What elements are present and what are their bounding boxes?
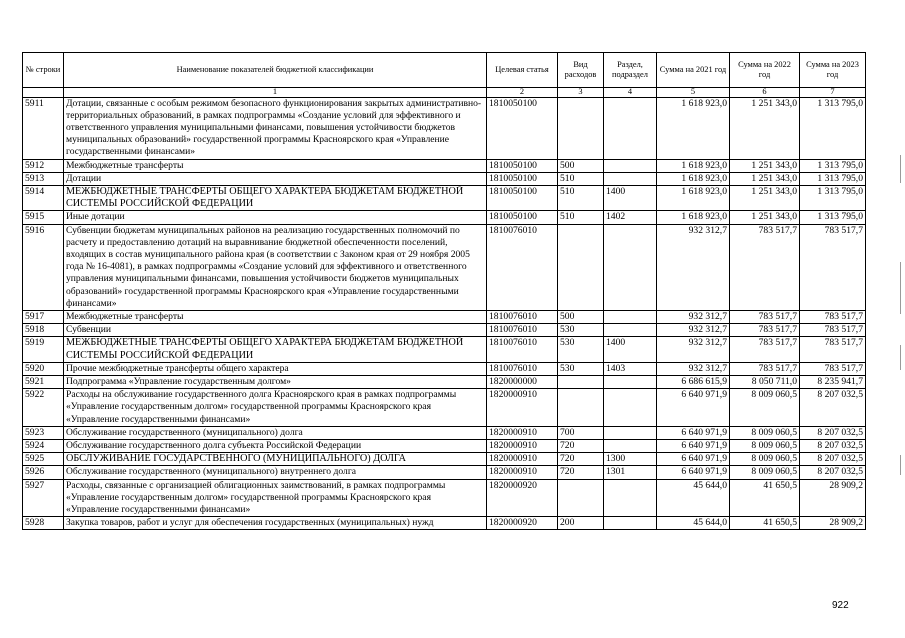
row-expense-type: 510: [558, 211, 604, 224]
row-name: Расходы на обслуживание государственного долга Красноярского края в рамках подпрограммы «Управление государственным долгом» государственной программы Красноярского края «Управление государственными финансами»: [64, 389, 487, 427]
row-name: Межбюджетные трансферты: [64, 310, 487, 323]
row-sum-2021: 1 618 923,0: [657, 97, 730, 159]
row-expense-type: 720: [558, 439, 604, 452]
row-name: Закупка товаров, работ и услуг для обеспечения государственных (муниципальных) нужд: [64, 517, 487, 530]
table-row: [23, 426, 866, 439]
row-section: [604, 439, 657, 452]
row-name: Обслуживание государственного долга субъекта Российской Федерации: [64, 439, 487, 452]
row-name: Прочие межбюджетные трансферты общего характера: [64, 362, 487, 375]
row-name: МЕЖБЮДЖЕТНЫЕ ТРАНСФЕРТЫ ОБЩЕГО ХАРАКТЕРА БЮДЖЕТАМ БЮДЖЕТНОЙ СИСТЕМЫ РОССИЙСКОЙ ФЕДЕРАЦИИ: [64, 337, 487, 362]
row-target-article: 1820000910: [487, 453, 558, 466]
table-row: [23, 224, 866, 310]
row-expense-type: 720: [558, 453, 604, 466]
row-target-article: 1810076010: [487, 324, 558, 337]
row-section: [604, 159, 657, 172]
row-sum-2023: 8 235 941,7: [800, 375, 866, 388]
row-sum-2021: 6 640 971,9: [657, 389, 730, 427]
row-sum-2022: 1 251 343,0: [730, 211, 800, 224]
row-sum-2023: 1 313 795,0: [800, 172, 866, 185]
header-sum-2023: Сумма на 2023 год: [800, 53, 866, 88]
row-target-article: 1820000920: [487, 479, 558, 517]
row-number: 5920: [23, 362, 64, 375]
row-sum-2021: 6 686 615,9: [657, 375, 730, 388]
row-sum-2023: 8 207 032,5: [800, 466, 866, 479]
row-target-article: 1820000920: [487, 517, 558, 530]
row-sum-2021: 6 640 971,9: [657, 466, 730, 479]
table-row: [23, 324, 866, 337]
row-sum-2023: 783 517,7: [800, 310, 866, 323]
row-section: [604, 324, 657, 337]
row-sum-2022: 8 050 711,0: [730, 375, 800, 388]
table-row: [23, 389, 866, 427]
row-sum-2022: 8 009 060,5: [730, 439, 800, 452]
row-target-article: 1810050100: [487, 97, 558, 159]
column-number: 4: [604, 88, 657, 98]
row-number: 5914: [23, 185, 64, 210]
column-number: 6: [730, 88, 800, 98]
table-row: [23, 310, 866, 323]
row-expense-type: [558, 97, 604, 159]
row-sum-2022: 8 009 060,5: [730, 426, 800, 439]
column-number: 5: [657, 88, 730, 98]
row-sum-2023: 8 207 032,5: [800, 439, 866, 452]
row-expense-type: 510: [558, 172, 604, 185]
row-sum-2022: 783 517,7: [730, 324, 800, 337]
table-row: [23, 466, 866, 479]
table-row: [23, 97, 866, 159]
row-sum-2022: 8 009 060,5: [730, 453, 800, 466]
row-target-article: 1810050100: [487, 159, 558, 172]
row-section: 1300: [604, 453, 657, 466]
row-name: Иные дотации: [64, 211, 487, 224]
row-target-article: 1810076010: [487, 362, 558, 375]
row-number: 5918: [23, 324, 64, 337]
row-number: 5911: [23, 97, 64, 159]
row-expense-type: 200: [558, 517, 604, 530]
row-section: 1403: [604, 362, 657, 375]
row-target-article: 1810050100: [487, 211, 558, 224]
row-target-article: 1820000000: [487, 375, 558, 388]
row-target-article: 1820000910: [487, 426, 558, 439]
row-name: МЕЖБЮДЖЕТНЫЕ ТРАНСФЕРТЫ ОБЩЕГО ХАРАКТЕРА БЮДЖЕТАМ БЮДЖЕТНОЙ СИСТЕМЫ РОССИЙСКОЙ ФЕДЕРАЦИИ: [64, 185, 487, 210]
row-section: 1301: [604, 466, 657, 479]
row-expense-type: 510: [558, 185, 604, 210]
row-number: 5915: [23, 211, 64, 224]
column-number-row: [23, 88, 866, 98]
scan-edge-mark: [900, 155, 901, 183]
row-name: Подпрограмма «Управление государственным долгом»: [64, 375, 487, 388]
row-name: Субвенции бюджетам муниципальных районов на реализацию государственных полномочий по расчету и предоставлению дотаций на выравнивание бюджетной обеспеченности поселений, входящих в состав муниципального района края (в соответствии с Законом края от 29 ноября 2005 года № 16-4081), в рамках подпрограммы «Создание условий для эффективного и ответственного управления муниципальными финансами, повышения устойчивости бюджетов муниципальных образований» государственной программы Красноярского края «Управление государственными финансами»: [64, 224, 487, 310]
row-expense-type: 720: [558, 466, 604, 479]
row-sum-2022: 1 251 343,0: [730, 159, 800, 172]
header-section: Раздел, подраздел: [604, 53, 657, 88]
header-target-article: Целевая статья: [487, 53, 558, 88]
row-section: 1400: [604, 337, 657, 362]
row-sum-2023: 1 313 795,0: [800, 159, 866, 172]
row-section: [604, 310, 657, 323]
row-number: 5927: [23, 479, 64, 517]
row-sum-2021: 6 640 971,9: [657, 439, 730, 452]
header-sum-2021: Сумма на 2021 год: [657, 53, 730, 88]
table-row: [23, 375, 866, 388]
row-sum-2022: 783 517,7: [730, 337, 800, 362]
row-number: 5926: [23, 466, 64, 479]
row-target-article: 1810050100: [487, 185, 558, 210]
table-body: [23, 97, 866, 530]
row-name: Расходы, связанные с организацией облигационных заимствований, в рамках подпрограммы «Управление государственным долгом» государственной программы Красноярского края «Управление государственными финансами»: [64, 479, 487, 517]
row-target-article: 1820000910: [487, 466, 558, 479]
row-number: 5917: [23, 310, 64, 323]
row-name: Субвенции: [64, 324, 487, 337]
row-section: [604, 97, 657, 159]
row-name: Дотации: [64, 172, 487, 185]
header-row: [23, 53, 866, 88]
row-sum-2021: 932 312,7: [657, 337, 730, 362]
row-sum-2021: 932 312,7: [657, 324, 730, 337]
page-number: 922: [832, 600, 849, 611]
row-expense-type: 500: [558, 159, 604, 172]
row-name: Дотации, связанные с особым режимом безопасного функционирования закрытых административно-территориальных образований, в рамках подпрограммы «Создание условий для эффективного и ответственного управления муниципальными финансами, повышения устойчивости бюджетов муниципальных образований» государственной программы Красноярского края «Управление государственными финансами»: [64, 97, 487, 159]
row-sum-2022: 41 650,5: [730, 479, 800, 517]
row-sum-2022: 1 251 343,0: [730, 185, 800, 210]
row-number: 5928: [23, 517, 64, 530]
row-section: 1400: [604, 185, 657, 210]
row-sum-2023: 8 207 032,5: [800, 389, 866, 427]
header-sum-2022: Сумма на 2022 год: [730, 53, 800, 88]
row-section: [604, 375, 657, 388]
row-expense-type: [558, 479, 604, 517]
row-target-article: 1820000910: [487, 389, 558, 427]
header-row-number: № строки: [23, 53, 64, 88]
row-section: [604, 224, 657, 310]
row-target-article: 1820000910: [487, 439, 558, 452]
row-sum-2022: 783 517,7: [730, 362, 800, 375]
table-row: [23, 439, 866, 452]
row-number: 5912: [23, 159, 64, 172]
row-expense-type: [558, 389, 604, 427]
row-number: 5913: [23, 172, 64, 185]
row-sum-2021: 6 640 971,9: [657, 453, 730, 466]
row-sum-2023: 783 517,7: [800, 337, 866, 362]
row-sum-2022: 8 009 060,5: [730, 466, 800, 479]
table-row: [23, 453, 866, 466]
row-number: 5925: [23, 453, 64, 466]
scan-edge-mark: [900, 345, 901, 370]
row-expense-type: [558, 375, 604, 388]
table-row: [23, 362, 866, 375]
row-name: Межбюджетные трансферты: [64, 159, 487, 172]
row-sum-2022: 783 517,7: [730, 224, 800, 310]
row-sum-2021: 932 312,7: [657, 310, 730, 323]
row-number: 5919: [23, 337, 64, 362]
column-number: [23, 88, 64, 98]
row-sum-2021: 1 618 923,0: [657, 211, 730, 224]
row-sum-2021: 1 618 923,0: [657, 159, 730, 172]
row-sum-2022: 1 251 343,0: [730, 97, 800, 159]
row-sum-2021: 45 644,0: [657, 479, 730, 517]
row-expense-type: 530: [558, 324, 604, 337]
row-section: 1402: [604, 211, 657, 224]
column-number: 3: [558, 88, 604, 98]
row-sum-2023: 783 517,7: [800, 224, 866, 310]
row-section: [604, 479, 657, 517]
row-target-article: 1810050100: [487, 172, 558, 185]
row-expense-type: 530: [558, 337, 604, 362]
row-expense-type: 500: [558, 310, 604, 323]
budget-sheet: [22, 52, 865, 530]
table-row: [23, 185, 866, 210]
row-sum-2023: 1 313 795,0: [800, 97, 866, 159]
table-row: [23, 172, 866, 185]
row-expense-type: [558, 224, 604, 310]
budget-table: [22, 52, 866, 530]
row-sum-2023: 1 313 795,0: [800, 185, 866, 210]
scan-edge-mark: [900, 262, 901, 314]
row-number: 5924: [23, 439, 64, 452]
column-number: 1: [64, 88, 487, 98]
row-sum-2022: 783 517,7: [730, 310, 800, 323]
row-target-article: 1810076010: [487, 224, 558, 310]
row-sum-2021: 932 312,7: [657, 224, 730, 310]
row-target-article: 1810076010: [487, 337, 558, 362]
row-expense-type: 700: [558, 426, 604, 439]
table-row: [23, 337, 866, 362]
table-row: [23, 159, 866, 172]
row-sum-2022: 41 650,5: [730, 517, 800, 530]
row-section: [604, 517, 657, 530]
table-row: [23, 211, 866, 224]
column-number: 7: [800, 88, 866, 98]
table-row: [23, 479, 866, 517]
row-section: [604, 426, 657, 439]
row-target-article: 1810076010: [487, 310, 558, 323]
row-sum-2021: 1 618 923,0: [657, 185, 730, 210]
row-sum-2023: 8 207 032,5: [800, 426, 866, 439]
row-sum-2022: 1 251 343,0: [730, 172, 800, 185]
row-section: [604, 172, 657, 185]
row-name: ОБСЛУЖИВАНИЕ ГОСУДАРСТВЕННОГО (МУНИЦИПАЛЬНОГО) ДОЛГА: [64, 453, 487, 466]
scan-edge-mark: [900, 455, 901, 475]
row-sum-2021: 45 644,0: [657, 517, 730, 530]
table-row: [23, 517, 866, 530]
row-sum-2023: 8 207 032,5: [800, 453, 866, 466]
header-expense-type: Вид расходов: [558, 53, 604, 88]
row-number: 5916: [23, 224, 64, 310]
row-number: 5921: [23, 375, 64, 388]
row-expense-type: 530: [558, 362, 604, 375]
row-sum-2021: 932 312,7: [657, 362, 730, 375]
row-sum-2021: 1 618 923,0: [657, 172, 730, 185]
row-number: 5923: [23, 426, 64, 439]
header-name: Наименование показателей бюджетной классификации: [64, 53, 487, 88]
row-number: 5922: [23, 389, 64, 427]
row-sum-2023: 28 909,2: [800, 517, 866, 530]
row-sum-2023: 28 909,2: [800, 479, 866, 517]
row-section: [604, 389, 657, 427]
row-sum-2021: 6 640 971,9: [657, 426, 730, 439]
column-number: 2: [487, 88, 558, 98]
row-sum-2023: 1 313 795,0: [800, 211, 866, 224]
row-sum-2022: 8 009 060,5: [730, 389, 800, 427]
row-name: Обслуживание государственного (муниципального) долга: [64, 426, 487, 439]
row-name: Обслуживание государственного (муниципального) внутреннего долга: [64, 466, 487, 479]
row-sum-2023: 783 517,7: [800, 362, 866, 375]
row-sum-2023: 783 517,7: [800, 324, 866, 337]
